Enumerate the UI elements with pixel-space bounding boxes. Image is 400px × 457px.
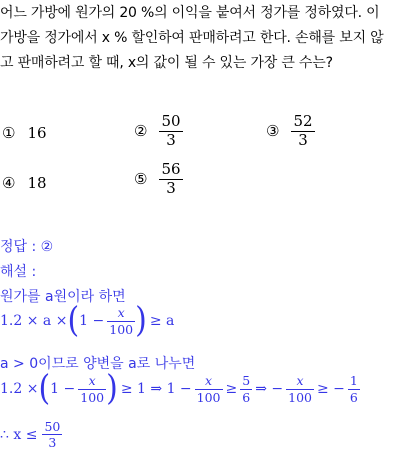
- solution-inequality-2: [0, 368, 360, 409]
- explanation-label: 해설 :: [0, 264, 37, 280]
- ineq-one: 1 −: [79, 313, 105, 329]
- ineq-rhs: ≥ a: [149, 313, 175, 329]
- ineq2-part-1: 1.2 ×: [0, 381, 39, 397]
- fraction-denominator: 3: [166, 178, 176, 197]
- choice-1: [2, 124, 47, 142]
- ineq2-fraction-1: [78, 374, 106, 403]
- ineq2-part-4: ⇒ −: [255, 381, 284, 397]
- question-line-1: 어느 가방에 원가의 20 %의 이익을 붙여서 정가를 정하였다. 이: [0, 5, 380, 21]
- choice-3: [266, 114, 315, 149]
- left-paren: (: [38, 368, 51, 409]
- fraction-numerator: 5: [242, 373, 251, 389]
- right-paren: ): [106, 368, 118, 409]
- fraction-numerator: 50: [44, 419, 61, 434]
- solution-inequality-1: [0, 300, 177, 341]
- question-line-3: 고 판매하려고 할 때, x의 값이 될 수 있는 가장 큰 수는?: [0, 55, 333, 71]
- final-prefix: ∴ x ≤: [0, 426, 38, 443]
- choice-mark: ①: [2, 124, 16, 142]
- choice-5: [134, 162, 183, 197]
- fraction-numerator: 50: [161, 112, 181, 130]
- fraction-numerator: x: [88, 373, 96, 389]
- solution-final: [0, 420, 62, 449]
- choice-fraction: [291, 114, 314, 149]
- ineq2-part-5: ≥ −: [316, 381, 345, 397]
- answer-label: 정답 : ②: [0, 239, 54, 255]
- choice-4: [2, 174, 47, 192]
- choice-mark: ④: [2, 174, 16, 192]
- ineq-lhs: 1.2 × a ×: [0, 313, 68, 329]
- ineq2-fraction-5: [348, 374, 360, 403]
- ineq2-fraction-2: [195, 374, 223, 403]
- choice-value: 16: [27, 124, 47, 142]
- fraction-denominator: 6: [242, 389, 251, 405]
- choice-2: [134, 114, 183, 149]
- choice-mark: ②: [134, 121, 148, 140]
- choice-mark: ⑤: [134, 169, 148, 188]
- choice-fraction: [159, 114, 182, 149]
- fraction-numerator: 52: [293, 112, 313, 130]
- fraction-denominator: 100: [109, 321, 134, 337]
- ineq2-fraction-3: [240, 374, 252, 403]
- ineq2-part-2: ≥ 1 ⇒ 1 −: [120, 381, 192, 397]
- fraction-denominator: 100: [196, 389, 221, 405]
- ineq2-one: 1 −: [50, 381, 76, 397]
- final-fraction: [42, 420, 62, 449]
- ineq2-part-3: ≥: [225, 381, 238, 397]
- right-paren: ): [135, 300, 147, 341]
- fraction-numerator: x: [205, 373, 213, 389]
- solution-line-divide: a > 0이므로 양변을 a로 나누면: [0, 356, 196, 372]
- solution-line-cost: 원가를 a원이라 하면: [0, 289, 126, 305]
- fraction-denominator: 100: [288, 389, 312, 405]
- fraction-numerator: x: [296, 373, 304, 389]
- choice-value: 18: [27, 174, 47, 192]
- fraction-denominator: 3: [298, 130, 308, 149]
- fraction-denominator: 3: [166, 130, 176, 149]
- fraction-denominator: 100: [80, 389, 105, 405]
- ineq2-fraction-4: [286, 374, 314, 403]
- fraction-denominator: 3: [48, 435, 57, 451]
- ineq-fraction: [107, 306, 135, 335]
- choice-fraction: [159, 162, 182, 197]
- fraction-numerator: 56: [161, 160, 181, 178]
- left-paren: (: [67, 300, 80, 341]
- fraction-denominator: 6: [349, 389, 358, 405]
- fraction-numerator: 1: [349, 373, 358, 389]
- fraction-numerator: x: [117, 305, 125, 321]
- question-line-2: 가방을 정가에서 x % 할인하여 판매하려고 한다. 손해를 보지 않: [0, 30, 384, 46]
- choice-mark: ③: [266, 121, 280, 140]
